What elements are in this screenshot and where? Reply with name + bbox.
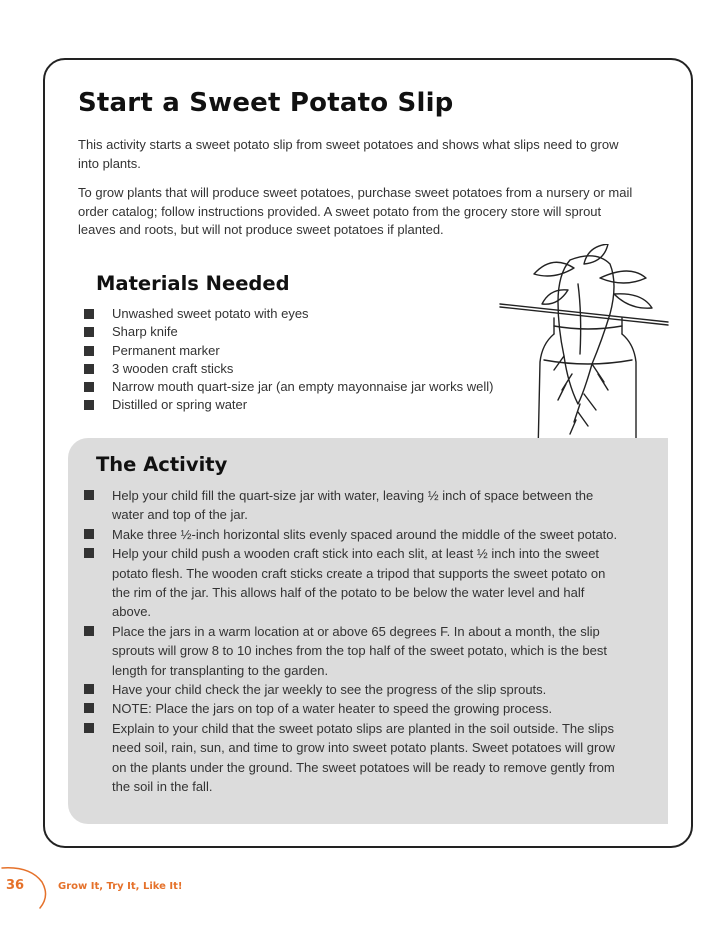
bullet-square-icon [84,703,94,713]
bullet-square-icon [84,309,94,319]
list-item: Distilled or spring water [84,396,524,414]
list-item: NOTE: Place the jars on top of a water heater to speed the growing process. [84,699,624,718]
bullet-square-icon [84,382,94,392]
list-item: Narrow mouth quart-size jar (an empty mayonnaise jar works well) [84,378,524,396]
bullet-square-icon [84,400,94,410]
list-item: Explain to your child that the sweet potato slips are planted in the soil outside. The slips need soil, rain, sun, and time to grow into sweet potato plants. Sweet potatoes will grow on the plants under the ground. The sweet potatoes will be ready to remove gently from the soil in the fall. [84,719,624,797]
materials-list [84,305,524,415]
list-item: Permanent marker [84,342,524,360]
bullet-square-icon [84,684,94,694]
list-item: Help your child push a wooden craft stick into each slit, at least ½ inch into the sweet potato flesh. The wooden craft sticks create a tripod that supports the sweet potato on the rim of the jar. This allows half of the potato to be below the water level and half above. [84,544,624,622]
list-item: Make three ½-inch horizontal slits evenly spaced around the middle of the sweet potato. [84,525,624,544]
page-title: Start a Sweet Potato Slip [78,88,454,118]
bullet-square-icon [84,529,94,539]
list-item: Have your child check the jar weekly to see the progress of the slip sprouts. [84,680,624,699]
activity-heading: The Activity [96,453,228,476]
footer-book-title: Grow It, Try It, Like It! [58,881,183,892]
list-item: Place the jars in a warm location at or above 65 degrees F. In about a month, the slip sprouts will grow 8 to 10 inches from the top half of the sweet potato, which is the best length for transplanting to the garden. [84,622,624,680]
bullet-square-icon [84,346,94,356]
list-item: Sharp knife [84,323,524,341]
intro-paragraph: To grow plants that will produce sweet potatoes, purchase sweet potatoes from a nursery or mail order catalog; follow instructions provided. A sweet potato from the grocery store will sprout leaves and roots, but will not produce sweet potatoes if planted. [78,185,633,237]
list-item: 3 wooden craft sticks [84,360,524,378]
bullet-square-icon [84,364,94,374]
list-item: Help your child fill the quart-size jar with water, leaving ½ inch of space between the water and top of the jar. [84,486,624,525]
bullet-square-icon [84,548,94,558]
page-number: 36 [6,878,25,893]
bullet-square-icon [84,327,94,337]
activity-steps [84,486,624,797]
list-item: Unwashed sweet potato with eyes [84,305,524,323]
intro-paragraph: This activity starts a sweet potato slip from sweet potatoes and shows what slips need to grow into plants. [78,137,619,171]
bullet-square-icon [84,490,94,500]
bullet-square-icon [84,723,94,733]
bullet-square-icon [84,626,94,636]
intro-text [78,136,638,251]
materials-heading: Materials Needed [96,272,290,295]
